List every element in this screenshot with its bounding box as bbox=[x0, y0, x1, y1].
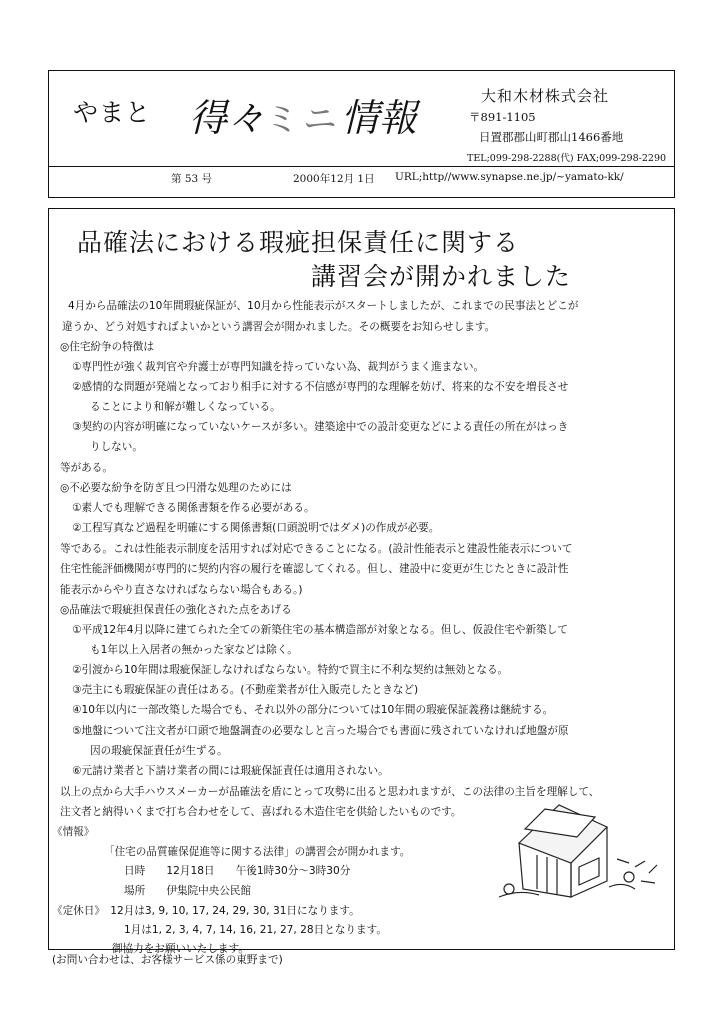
article-line: 等である。これは性能表示制度を活用すれば対応できることになる。(設計性能表示と建設性能表示について bbox=[60, 543, 573, 555]
company-name: 大和木材株式会社 bbox=[481, 87, 610, 105]
title-part-2: ミニ bbox=[265, 100, 342, 140]
article-line: 因の瑕疵保証責任が生ずる。 bbox=[90, 745, 228, 757]
article-line: 等がある。 bbox=[60, 462, 113, 474]
article-line: ③売主にも瑕疵保証の責任はある。(不動産業者が仕入販売したときなど) bbox=[72, 684, 419, 696]
article-line: ②工程写真など過程を明確にする関係書類(口頭説明ではダメ)の作成が必要。 bbox=[72, 522, 440, 534]
article-line: ①平成12年4月以降に建てられた全ての新築住宅の基本構造部が対象となる。但し、仮設住宅や新築して bbox=[72, 624, 568, 636]
newsletter-title bbox=[189, 87, 417, 142]
website-url: URL;http//www.synapse.ne.jp/~yamato-kk/ bbox=[395, 171, 624, 183]
article-line: 《情報》 bbox=[52, 826, 95, 838]
article-line: ②感情的な問題が発端となっており相手に対する不信感が専門的な理解を妨げ、将来的な不安を増長させ bbox=[72, 381, 569, 393]
article-line: 以上の点から大手ハウスメーカーが品確法を盾にとって攻勢に出ると思われますが、この法律の主旨を理解して、 bbox=[60, 786, 600, 798]
article-line: ることにより和解が難しくなっている。 bbox=[90, 401, 281, 413]
article-line: ①素人でも理解できる関係書類を作る必要がある。 bbox=[72, 502, 315, 514]
company-address: 日置郡郡山町郡山1466番地 bbox=[479, 130, 624, 144]
contact-note: (お問い合わせは、お客様サービス係の東野まで) bbox=[52, 954, 283, 966]
header-divider bbox=[49, 166, 674, 167]
article-line: 1月は1, 2, 3, 4, 7, 14, 16, 21, 27, 28日となります。 bbox=[124, 924, 387, 936]
article-line: 日時 12月18日 午後1時30分～3時30分 bbox=[124, 865, 351, 877]
issue-number: 第 53 号 bbox=[171, 173, 213, 185]
article-line: ①専門性が強く裁判官や弁護士が専門知識を持っていない為、裁判がうまく進まない。 bbox=[72, 361, 485, 373]
article-line: ②引渡から10年間は瑕疵保証しなければならない。特約で買主に不利な契約は無効となる。 bbox=[72, 664, 509, 676]
article-line: ④10年以内に一部改築した場合でも、それ以外の部分については10年間の瑕疵保証義務は継続する。 bbox=[72, 704, 554, 716]
article-title-line-1: 品確法における瑕疵担保責任に関する bbox=[77, 228, 520, 257]
tel-fax: TEL;099-298-2288(代) FAX;099-298-2290 bbox=[467, 153, 667, 164]
article-line: ⑥元請け業者と下請け業者の間には瑕疵保証責任は適用されない。 bbox=[72, 765, 389, 777]
issue-date: 2000年12月 1日 bbox=[293, 173, 375, 185]
article-line: 能表示からやり直さなければならない場合もある。) bbox=[60, 584, 303, 596]
article-line: りしない。 bbox=[90, 441, 143, 453]
newsletter-name: やまと bbox=[73, 98, 152, 127]
newsletter-header bbox=[48, 70, 675, 198]
house-illustration bbox=[479, 797, 664, 907]
article-title-line-2: 講習会が開かれました bbox=[311, 262, 572, 291]
article-line: ⑤地盤について注文者が口頭で地盤調査の必要なしと言った場合でも書面に残されていなければ地盤が原 bbox=[72, 725, 569, 737]
article-line: 御協力をお願いいたします。 bbox=[112, 943, 249, 955]
article-line: ③契約の内容が明確になっていないケースが多い。建築途中での設計変更などによる責任の所在がはっき bbox=[72, 421, 569, 433]
article-line: 「住宅の品質確保促進等に関する法律」の講習会が開かれます。 bbox=[104, 846, 411, 858]
article-line: 《定休日》 12月は3, 9, 10, 17, 24, 29, 30, 31日になります。 bbox=[52, 905, 360, 917]
postal-code: 〒891-1105 bbox=[469, 110, 536, 124]
article-line: も1年以上入居者の無かった家などは除く。 bbox=[90, 644, 298, 656]
article-line: ◎不必要な紛争を防ぎ且つ円滑な処理のためには bbox=[60, 482, 292, 494]
article-line: 違うか、どう対処すればよいかという講習会が開かれました。その概要をお知らせします。 bbox=[62, 321, 496, 333]
article-line: 4月から品確法の10年間瑕疵保証が、10月から性能表示がスタートしましたが、これまでの民事法とどこが bbox=[68, 300, 579, 312]
title-part-3: 情報 bbox=[341, 96, 418, 140]
article-line: 注文者と納得いくまで打ち合わせをして、喜ばれる木造住宅を供給したいものです。 bbox=[60, 806, 462, 818]
article-line: 住宅性能評価機関が専門的に契約内容の履行を確認してくれる。但し、建設中に変更が生じたときに設計性 bbox=[60, 563, 569, 575]
article-line: ◎住宅紛争の特徴は bbox=[60, 341, 154, 353]
article-line: 場所 伊集院中央公民館 bbox=[124, 885, 252, 897]
title-part-1: 得々 bbox=[189, 96, 266, 140]
article-line: ◎品確法で瑕疵担保責任の強化された点をあげる bbox=[60, 604, 292, 616]
